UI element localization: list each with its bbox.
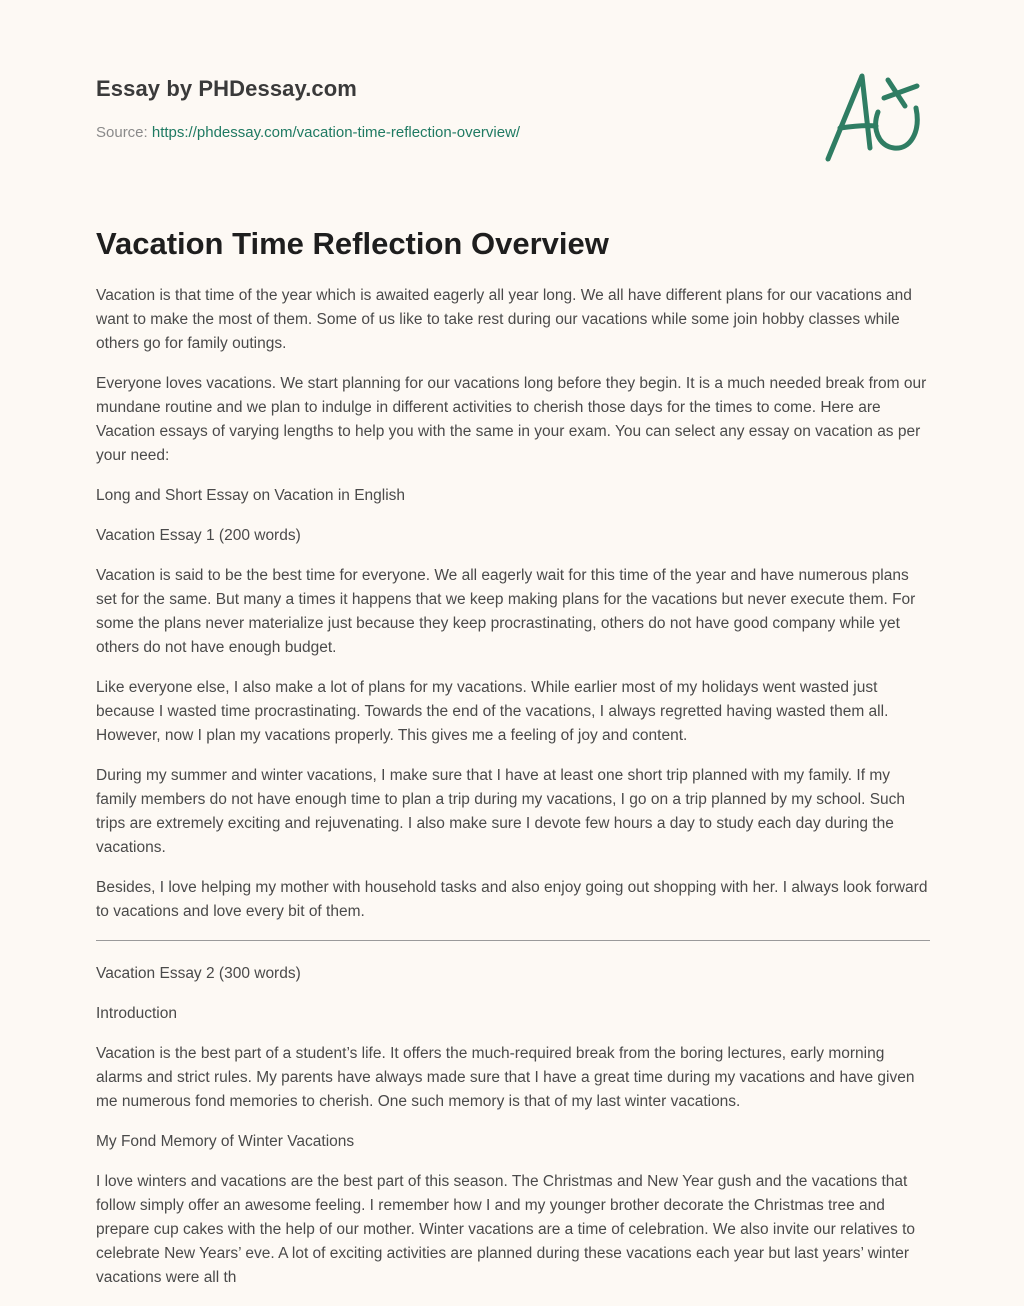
section-divider: [96, 940, 930, 941]
paragraph: Everyone loves vacations. We start planning for our vacations long before they begin. It is a much needed break from our mundane routine and we plan to indulge in different activities to cherish those days for the times to come. Here are Vacation essays of varying lengths to help you with the same in your exam. You can select any essay on vacation as per your need:: [96, 375, 927, 464]
a-plus-logo-icon: [818, 66, 928, 166]
paragraph: During my summer and winter vacations, I make sure that I have at least one short trip planned with my family. If my family members do not have enough time to plan a trip during my vacations, I go on a trip planned by my school. Such trips are extremely exciting and rejuvenating. I also make sure I devote few hours a day to study each day during the vacations.: [96, 767, 906, 856]
paragraph: Vacation is said to be the best time for everyone. We all eagerly wait for this time of the year and have numerous plans set for the same. But many a times it happens that we keep making plans for the vacations but never execute them. For some the plans never materialize just because they keep procrastinating, others do not have good company while yet others do not have enough budget.: [96, 567, 916, 656]
essay-title: Vacation Time Reflection Overview: [96, 226, 609, 261]
subheading: Vacation Essay 1 (200 words): [96, 527, 301, 544]
source-line: [96, 124, 520, 141]
paragraph: Vacation is the best part of a student’s life. It offers the much-required break from the boring lectures, early morning alarms and strict rules. My parents have always made sure that I have a great time during my vacations and have given me numerous fond memories to cherish. One such memory is that of my last winter vacations.: [96, 1045, 915, 1110]
subheading: My Fond Memory of Winter Vacations: [96, 1133, 355, 1150]
source-link[interactable]: https://phdessay.com/vacation-time-reflection-overview/: [151, 124, 521, 141]
subheading: Introduction: [96, 1005, 177, 1022]
paragraph: Like everyone else, I also make a lot of plans for my vacations. While earlier most of my holidays went wasted just because I wasted time procrastinating. Towards the end of the vacations, I always regretted having wasted them all. However, now I plan my vacations properly. This gives me a feeling of joy and content.: [96, 679, 889, 744]
subheading: Long and Short Essay on Vacation in English: [96, 487, 406, 504]
brand-title: Essay by PHDessay.com: [96, 76, 357, 101]
essay-body: [96, 284, 930, 1306]
source-label: Source:: [96, 124, 152, 141]
paragraph: Besides, I love helping my mother with household tasks and also enjoy going out shopping with her. I always look forward to vacations and love every bit of them.: [96, 879, 928, 920]
subheading: Vacation Essay 2 (300 words): [96, 965, 301, 982]
paragraph: Vacation is that time of the year which is awaited eagerly all year long. We all have different plans for our vacations and want to make the most of them. Some of us like to take rest during our vacations while some join hobby classes while others go for family outings.: [96, 287, 912, 352]
paragraph: I love winters and vacations are the best part of this season. The Christmas and New Year gush and the vacations that follow simply offer an awesome feeling. I remember how I and my younger brother decorate the Christmas tree and prepare cup cakes with the help of our mother. Winter vacations are a time of celebration. We also invite our relatives to celebrate New Years’ eve. A lot of exciting activities are planned during these vacations each year but last years’ winter vacations were all th: [96, 1173, 916, 1286]
